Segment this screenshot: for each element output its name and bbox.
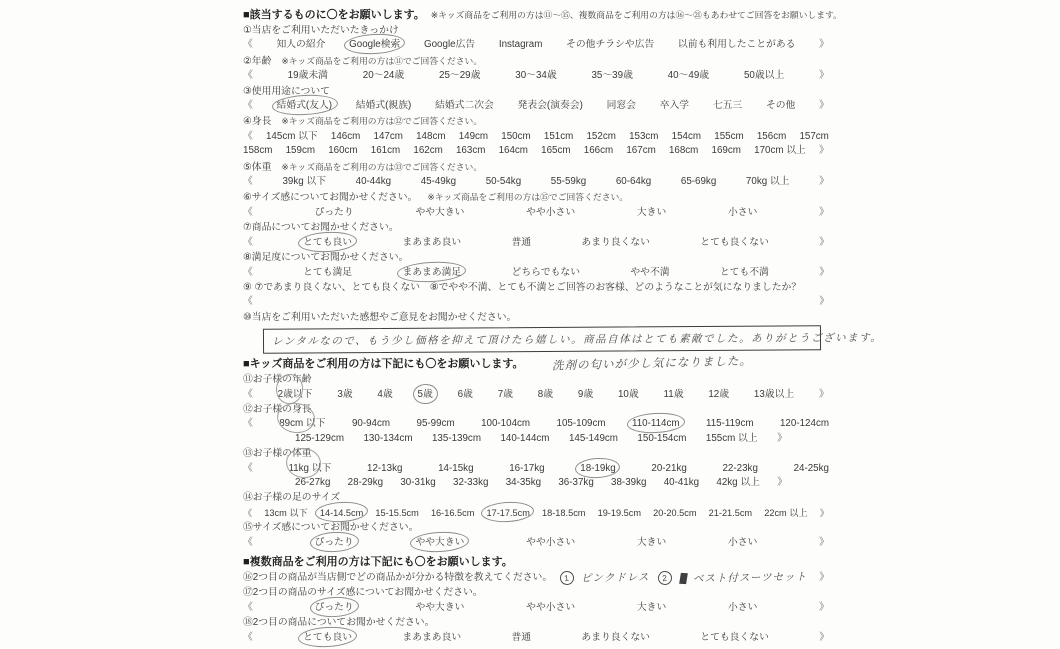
- bracket-close: 》: [819, 631, 829, 643]
- option: 35～39歳: [591, 70, 633, 82]
- option: 165cm: [541, 145, 571, 157]
- section-title: ■複数商品をご利用の方は下記にも〇をお願いします。: [243, 556, 513, 568]
- handwritten-answer: ベスト付スーツセット: [692, 571, 807, 585]
- option: 小さい: [728, 206, 758, 218]
- question-label: [243, 311, 829, 325]
- option: 40～49歳: [667, 70, 710, 82]
- options-row: [243, 601, 829, 615]
- option: 9歳: [577, 388, 594, 400]
- question-label: [243, 114, 829, 129]
- question-label-text: ⑱2つ目の商品についてお聞かせください。: [243, 617, 435, 629]
- option: やや小さい: [526, 206, 576, 218]
- options-row: [243, 144, 829, 158]
- options-row: [243, 432, 829, 446]
- option: 普通: [511, 236, 532, 248]
- question-label-text: ⑫お子様の身長: [243, 403, 312, 415]
- bracket-close: 》: [819, 601, 829, 613]
- question-note: ※キッズ商品をご利用の方は⑬でご回答ください。: [281, 161, 483, 172]
- option: 50歳以上: [743, 70, 785, 82]
- question-note: ※キッズ商品をご利用の方は⑫でご回答ください。: [281, 116, 483, 127]
- option: 13歳以上: [753, 388, 795, 400]
- bracket-open: 《: [243, 236, 253, 248]
- option: やや小さい: [526, 536, 576, 548]
- option: 26-27kg: [295, 476, 331, 488]
- survey-sheet: [243, 3, 883, 645]
- option: とても良くない: [700, 236, 769, 248]
- option: 20-21kg: [651, 462, 687, 474]
- options-row: [243, 631, 829, 645]
- option: 15-15.5cm: [375, 507, 419, 518]
- option: 146cm: [330, 130, 361, 142]
- bracket-open: 《: [243, 388, 253, 400]
- question-label-text: ⑯2つ目の商品が当店側でどの商品かが分かる特徴を教えてください。: [243, 572, 553, 583]
- options-row: [243, 99, 829, 113]
- option: 8歳: [537, 388, 554, 400]
- option: まあまあ良い: [402, 236, 462, 248]
- option: 162cm: [413, 145, 443, 157]
- option: 152cm: [586, 130, 616, 142]
- bracket-open: 《: [243, 631, 253, 643]
- question-label-text: ⑬お子様の体重: [243, 448, 312, 460]
- option: 知人の紹介: [276, 39, 326, 51]
- option: あまり良くない: [581, 236, 650, 248]
- bracket-close: 》: [819, 536, 829, 548]
- option: とても不満: [719, 266, 769, 278]
- option: 40-44kg: [355, 176, 392, 188]
- bracket-open: 《: [243, 130, 253, 142]
- option: 以前も利用したことがある: [677, 39, 796, 51]
- option: 6歳: [457, 388, 473, 400]
- option: 3歳: [337, 388, 353, 400]
- option: Google広告: [423, 39, 476, 51]
- options-row: [243, 266, 829, 280]
- bracket-open: 《: [243, 507, 253, 518]
- option: 149cm: [458, 130, 489, 142]
- option: 157cm: [799, 130, 829, 142]
- options-row: [243, 38, 829, 52]
- bracket-close: 》: [819, 266, 829, 278]
- option: 145cm 以下: [265, 130, 318, 142]
- bracket-open: 《: [243, 39, 253, 51]
- option: やや大きい: [415, 206, 465, 218]
- question-label: [243, 54, 829, 69]
- question-label-text: ⑭お子様の足のサイズ: [243, 492, 341, 504]
- option-circled: ぴったり: [315, 536, 354, 550]
- option: 22-23kg: [722, 462, 758, 474]
- option: 125-129cm: [295, 432, 345, 444]
- option: 148cm: [416, 130, 446, 142]
- option: 30-31kg: [400, 476, 436, 488]
- option: 40-41kg: [663, 476, 700, 488]
- option: 20～24歳: [362, 70, 405, 82]
- option: 小さい: [728, 601, 758, 613]
- question-label: [243, 616, 829, 630]
- question-label: [243, 160, 829, 175]
- option: どちらでもない: [511, 266, 581, 278]
- option: 普通: [511, 631, 532, 643]
- question-label: [243, 221, 829, 235]
- handwritten-answer: ピンクドレス: [581, 571, 650, 585]
- option-circled: やや大きい: [415, 536, 464, 550]
- option: 39kg 以下: [282, 176, 326, 188]
- option: 156cm: [756, 130, 787, 142]
- option: 結婚式二次会: [435, 100, 494, 112]
- option-circled: 110-114cm: [632, 417, 680, 431]
- option: 65-69kg: [680, 176, 717, 188]
- bracket-open: 《: [243, 418, 253, 430]
- option: 150-154cm: [637, 432, 687, 444]
- bracket-close: 》: [819, 100, 829, 112]
- scribble-mark: [679, 573, 688, 584]
- option: 14-15kg: [438, 462, 474, 474]
- question-label: [243, 281, 829, 295]
- option-circled: 17-17.5cm: [486, 506, 529, 520]
- option: 167cm: [626, 145, 656, 157]
- options-row: [243, 130, 829, 144]
- options-row: [243, 295, 829, 309]
- bracket-open: 《: [243, 296, 253, 308]
- option: 55-59kg: [550, 176, 587, 188]
- option: 16-17kg: [509, 462, 545, 474]
- handwritten-feedback: レンタルなので、もう少し価格を抑えて頂けたら嬉しい。商品自体はとても素敵でした。ありがとうございます。: [271, 332, 883, 348]
- question-label-text: ④身長: [243, 116, 272, 128]
- section-header-row: [243, 553, 829, 570]
- option: 159cm: [285, 145, 315, 157]
- option: 105-109cm: [556, 418, 606, 430]
- option: 大きい: [636, 536, 667, 548]
- question-label-text: ②年齢: [243, 55, 272, 67]
- option: 卒入学: [659, 100, 690, 112]
- option: 12-13kg: [367, 462, 403, 474]
- option: 95-99cm: [416, 418, 455, 430]
- question-label: [243, 251, 829, 265]
- option-circled: とても良い: [303, 631, 352, 645]
- question-label: [243, 85, 829, 99]
- option: 170cm 以上: [754, 145, 806, 157]
- option: 大きい: [636, 206, 667, 218]
- option: 11歳: [663, 388, 684, 400]
- option: 45-49kg: [420, 176, 457, 188]
- option: やや小さい: [526, 601, 576, 613]
- option-circled: まあまあ満足: [402, 266, 461, 280]
- option: 166cm: [583, 145, 614, 157]
- options-row: [243, 236, 829, 250]
- bracket-open: 《: [243, 70, 253, 82]
- section-title: ■該当するものに〇をお願いします。: [243, 9, 425, 21]
- option-circled: Google検索: [349, 38, 400, 52]
- option: やや大きい: [415, 601, 465, 613]
- option: 20-20.5cm: [653, 507, 697, 518]
- option: やや不満: [630, 266, 670, 278]
- options-row: [243, 536, 829, 550]
- options-row: [243, 462, 829, 476]
- bracket-close: 》: [819, 145, 829, 157]
- option: 4歳: [377, 388, 393, 400]
- bracket-close: 》: [819, 236, 829, 248]
- option-circled: 14-14.5cm: [320, 506, 363, 520]
- option: 158cm: [243, 145, 273, 157]
- option: 結婚式(親族): [355, 100, 412, 112]
- question-label: [243, 447, 829, 461]
- option: 22cm 以上: [764, 507, 808, 518]
- option: 同窓会: [606, 100, 636, 112]
- handwritten-note: 洗剤の匂いが少し気になりました。: [551, 355, 752, 373]
- section-note: ※キッズ商品をご利用の方は⑪～⑮、複数商品をご利用の方は⑯～㉑もあわせてご回答をお願いします。: [430, 10, 842, 20]
- option: 147cm: [373, 130, 403, 142]
- handwritten-circled-number: 1: [559, 571, 574, 586]
- option: 120-124cm: [779, 418, 829, 430]
- bracket-close: 》: [819, 296, 829, 308]
- option: 130-134cm: [363, 432, 413, 444]
- option: 発表会(演奏会): [517, 100, 583, 112]
- option: 160cm: [328, 145, 358, 157]
- option: 153cm: [629, 130, 659, 142]
- option: Instagram: [498, 39, 543, 51]
- option: 30～34歳: [515, 70, 557, 82]
- options-row: [243, 175, 829, 189]
- option: あまり良くない: [581, 631, 650, 643]
- option: 小さい: [728, 536, 758, 548]
- option: 18-18.5cm: [542, 507, 586, 518]
- bracket-close: 》: [777, 476, 787, 488]
- bracket-open: 《: [243, 462, 253, 474]
- option: 163cm: [455, 145, 486, 157]
- option: 19歳未満: [287, 70, 328, 82]
- option: 164cm: [498, 145, 528, 157]
- option-circled: 2歳以下: [278, 388, 313, 402]
- option: 七五三: [712, 100, 743, 112]
- question-label-text: ⑥サイズ感についてお聞かせください。: [243, 192, 418, 204]
- bracket-close: 》: [819, 39, 829, 51]
- question-note: ※キッズ商品をご利用の方は⑮でご回答ください。: [427, 192, 629, 203]
- bracket-open: 《: [243, 601, 253, 613]
- bracket-close: 》: [777, 432, 787, 444]
- section-header-row: [243, 355, 829, 372]
- option-circled: ぴったり: [315, 601, 354, 615]
- option: 7歳: [497, 388, 513, 400]
- option: 大きい: [636, 601, 667, 613]
- option: その他チラシや広告: [566, 39, 655, 51]
- option: 19-19.5cm: [597, 507, 641, 518]
- option-circled: 5歳: [418, 388, 433, 402]
- options-row: [243, 476, 829, 490]
- option-circled: 18-19kg: [580, 462, 615, 476]
- question-label-text: ⑧満足度についてお聞かせください。: [243, 252, 409, 264]
- bracket-open: 《: [243, 100, 253, 112]
- option: 36-37kg: [558, 476, 594, 488]
- option: その他: [765, 100, 796, 112]
- option-circled: 結婚式(友人): [277, 99, 333, 113]
- question-label-text: ①当店をご利用いただいたきっかけ: [243, 25, 399, 36]
- bracket-close: 》: [819, 70, 829, 82]
- option: 32-33kg: [453, 476, 489, 488]
- question-label: [243, 24, 829, 38]
- question-label: [243, 571, 829, 585]
- question-label-text: ⑨ ⑦であまり良くない、とても良くない ⑧でやや不満、とても不満とご回答のお客様、どのようなことが気になりましたか？: [243, 281, 802, 293]
- option: 150cm: [501, 130, 531, 142]
- bracket-open: 《: [243, 176, 253, 188]
- option: 16-16.5cm: [430, 507, 475, 518]
- option: とても良くない: [700, 631, 769, 643]
- bracket-close: 》: [819, 176, 829, 188]
- option: 38-39kg: [611, 476, 647, 488]
- option: 13cm 以下: [264, 507, 308, 518]
- feedback-box: [263, 325, 883, 353]
- question-label: [243, 491, 829, 505]
- option: 140-144cm: [500, 432, 550, 444]
- option: 34-35kg: [505, 476, 542, 488]
- question-label: [243, 373, 829, 387]
- bracket-close: 》: [819, 507, 829, 518]
- option: 25～29歳: [439, 70, 481, 82]
- option: ぴったり: [314, 206, 354, 218]
- option: 21-21.5cm: [708, 507, 753, 518]
- question-label-text: ⑪お子様の年齢: [243, 374, 312, 386]
- question-label-text: ⑰2つ目の商品のサイズ感についてお聞かせください。: [243, 587, 483, 599]
- option: 169cm: [711, 145, 741, 157]
- option: 155cm 以上: [705, 432, 758, 444]
- bracket-open: 《: [243, 266, 253, 278]
- option: 70kg 以上: [745, 176, 790, 188]
- question-label: [243, 403, 829, 417]
- option: 100-104cm: [481, 418, 531, 430]
- question-label-text: ③使用用途について: [243, 85, 330, 97]
- bracket-open: 《: [243, 536, 253, 548]
- handwritten-circled-number: 2: [657, 571, 672, 586]
- bracket-open: 《: [243, 206, 253, 218]
- options-row: [243, 417, 829, 431]
- option: 155cm: [714, 130, 744, 142]
- question-label-text: ⑮サイズ感についてお聞かせください。: [243, 522, 419, 534]
- option: 50-54kg: [485, 176, 522, 188]
- question-label: [243, 190, 829, 205]
- bracket-close: 》: [819, 388, 829, 400]
- question-note: ※キッズ商品をご利用の方は⑪でご回答ください。: [281, 55, 483, 66]
- options-row: [243, 206, 829, 220]
- option-circled: 11kg 以下: [288, 462, 331, 476]
- section-header-row: [243, 6, 842, 23]
- section-title: ■キッズ商品をご利用の方は下記にも〇をお願いします。: [243, 358, 524, 371]
- option: とても満足: [303, 266, 353, 278]
- bracket-close: 》: [819, 572, 829, 583]
- question-label: [243, 521, 829, 535]
- option: まあまあ良い: [402, 631, 462, 643]
- option: 168cm: [668, 145, 699, 157]
- option: 115-119cm: [705, 418, 754, 430]
- option-circled: 89cm 以下: [279, 417, 325, 431]
- question-label-text: ⑩当店をご利用いただいた感想やご意見をお聞かせください。: [243, 311, 517, 323]
- option: 145-149cm: [568, 432, 618, 444]
- options-row: [243, 388, 829, 402]
- options-row: [243, 506, 829, 520]
- option: 28-29kg: [347, 476, 384, 488]
- option: 42kg 以上: [716, 476, 760, 488]
- option: 60-64kg: [615, 176, 652, 188]
- option: 161cm: [370, 145, 401, 157]
- option: 24-25kg: [793, 462, 829, 474]
- option: 90-94cm: [351, 418, 391, 430]
- question-label-text: ⑤体重: [243, 161, 272, 173]
- question-label: [243, 586, 829, 600]
- option: 154cm: [671, 130, 702, 142]
- bracket-close: 》: [819, 206, 829, 218]
- option-circled: とても良い: [303, 236, 352, 250]
- option: 10歳: [617, 388, 639, 400]
- option: 151cm: [543, 130, 574, 142]
- option: 135-139cm: [431, 432, 481, 444]
- option: 12歳: [708, 388, 730, 400]
- options-row: [243, 69, 829, 83]
- question-label-text: ⑦商品についてお聞かせください。: [243, 222, 399, 234]
